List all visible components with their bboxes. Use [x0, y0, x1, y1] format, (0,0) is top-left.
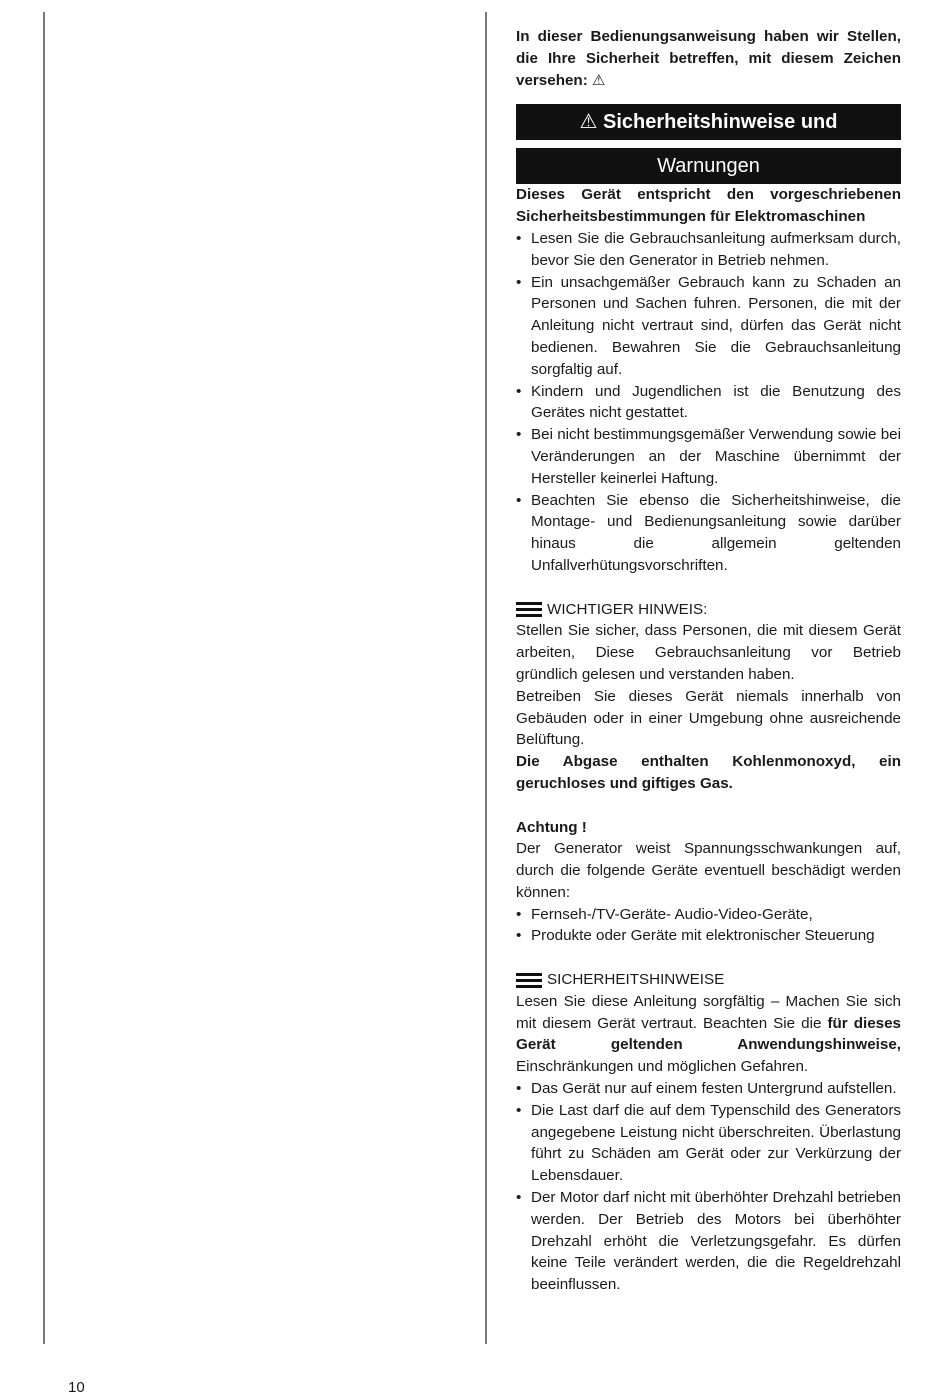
list-item: • Beachten Sie ebenso die Sicherheitshinweise, die Montage- und Bedienungsanleitung sowie darüber hinaus die allgemein geltenden Unfallverhütungsvorschriften. — [516, 491, 901, 574]
list-item: • Produkte oder Geräte mit elektronischer Steuerung — [516, 927, 875, 945]
title-banner-2 — [516, 148, 901, 184]
intro-text: In dieser Bedienungsanweisung haben wir Stellen, die Ihre Sicherheit betreffen, mit diesem Zeichen versehen: — [516, 28, 901, 89]
caution-list — [516, 904, 901, 948]
list-item: • Lesen Sie die Gebrauchsanleitung aufmerksam durch, bevor Sie den Generator in Betrieb nehmen. — [516, 229, 901, 269]
safety-heading-label: SICHERHEITSHINWEISE — [547, 971, 725, 989]
safety-heading — [516, 969, 901, 991]
list-item: • Fernseh-/TV-Geräte- Audio-Video-Geräte, — [516, 905, 813, 923]
text-column — [516, 26, 901, 1296]
important-paragraph-1: Stellen Sie sicher, dass Personen, die mit diesem Gerät arbeiten, Diese Gebrauchsanleitung vor Betrieb gründlich gelesen und verstanden haben. — [516, 622, 901, 683]
list-item: • Bei nicht bestimmungsgemäßer Verwendung sowie bei Veränderungen an der Maschine übernimmt der Hersteller keinerlei Haftung. — [516, 426, 901, 487]
important-heading — [516, 599, 901, 621]
list-item: • Das Gerät nur auf einem festen Untergrund aufstellen. — [516, 1080, 897, 1098]
safety-list — [516, 1078, 901, 1296]
banner-title-line1: Sicherheitshinweise und — [602, 111, 838, 134]
list-item: • Ein unsachgemäßer Gebrauch kann zu Schaden an Personen und Sachen fuhren. Personen, die mit der Anleitung nicht vertraut sind, dürfen das Gerät nicht bedienen. Bewahren Sie die Gebrauchsanleitung sorgfaltig auf. — [516, 273, 901, 378]
banner-title-line2: Warnungen — [657, 155, 760, 178]
caution-heading: Achtung ! — [516, 818, 587, 836]
compliance-heading: Dieses Gerät entspricht den vorgeschriebenen Sicherheitsbestimmungen für Elektromaschinen — [516, 186, 901, 226]
important-paragraph-3: Die Abgase enthalten Kohlenmonoxyd, ein geruchloses und giftiges Gas. — [516, 753, 901, 792]
intro-paragraph — [516, 26, 901, 91]
left-margin-rule — [43, 12, 45, 1344]
page-number: 10 — [68, 1379, 85, 1396]
warning-triangle-icon: ⚠ — [579, 111, 598, 134]
warning-triangle-icon: ⚠ — [592, 71, 606, 89]
compliance-list — [516, 228, 901, 577]
title-banner-1 — [516, 104, 901, 140]
important-paragraph-2: Betreiben Sie dieses Gerät niemals innerhalb von Gebäuden oder in einer Umgebung ohne ausreichende Belüftung. — [516, 687, 901, 749]
safety-intro: Lesen Sie diese Anleitung sorgfältig – Machen Sie sich mit diesem Gerät vertraut. Beachten Sie die für dieses Gerät geltenden Anwendungshinweise, Einschränkungen und möglichen Gefahren. — [516, 992, 902, 1076]
menu-lines-icon — [516, 972, 542, 988]
list-item: • Die Last darf die auf dem Typenschild des Generators angegebene Leistung nicht überschreiten. Überlastung führt zu Schäden am Gerät oder zur Verkürzung der Lebensdauer. — [516, 1101, 901, 1185]
important-heading-label: WICHTIGER HINWEIS: — [547, 600, 708, 618]
menu-lines-icon — [516, 601, 542, 617]
list-item: • Der Motor darf nicht mit überhöhter Drehzahl betrieben werden. Der Betrieb des Motors bei überhöhter Drehzahl erhöht die Verletzungsgefahr. Es dürfen keine Teile verändert werden, die die Regeldrehzahl beeinflussen. — [516, 1189, 901, 1294]
column-divider-rule — [485, 12, 487, 1344]
list-item: • Kindern und Jugendlichen ist die Benutzung des Gerätes nicht gestattet. — [516, 382, 901, 422]
caution-text: Der Generator weist Spannungsschwankungen auf, durch die folgende Geräte eventuell beschädigt werden können: — [516, 840, 901, 901]
